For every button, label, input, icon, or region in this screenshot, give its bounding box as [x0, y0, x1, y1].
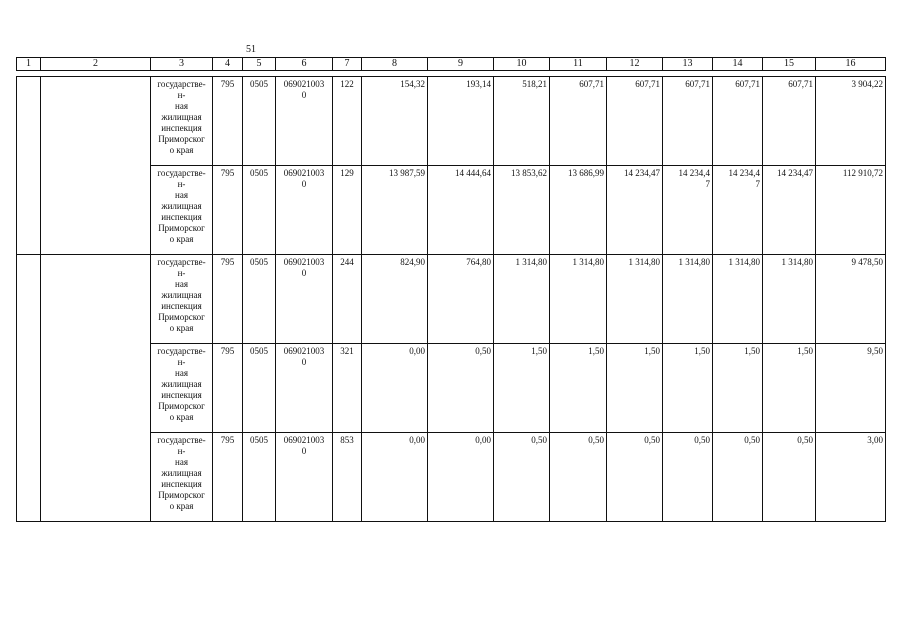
value-cell: 1 314,80: [550, 255, 607, 344]
expense-type-cell: 129: [333, 166, 362, 255]
value-cell: 1,50: [663, 344, 713, 433]
group-cell-col1: [17, 77, 41, 255]
column-header-15: 15: [763, 58, 816, 71]
value-cell: 0,50: [428, 344, 494, 433]
value-cell: 0,00: [362, 344, 428, 433]
value-cell: 0,50: [763, 433, 816, 522]
target-article-cell: 069021003 0: [276, 344, 333, 433]
value-cell: 607,71: [763, 77, 816, 166]
value-cell: 0,00: [362, 433, 428, 522]
value-cell: 13 853,62: [494, 166, 550, 255]
value-cell: 0,50: [663, 433, 713, 522]
group-cell-col2: [41, 77, 151, 255]
column-header-7: 7: [333, 58, 362, 71]
value-cell: 1,50: [763, 344, 816, 433]
group-cell-col2: [41, 255, 151, 522]
column-header-6: 6: [276, 58, 333, 71]
column-header-4: 4: [213, 58, 243, 71]
value-cell: 0,50: [494, 433, 550, 522]
column-header-10: 10: [494, 58, 550, 71]
page-number: 51: [246, 44, 256, 55]
code-cell: 795: [213, 77, 243, 166]
column-header-16: 16: [816, 58, 886, 71]
column-header-1: 1: [17, 58, 41, 71]
value-cell: 1 314,80: [663, 255, 713, 344]
value-cell: 1 314,80: [607, 255, 663, 344]
value-cell: 0,50: [550, 433, 607, 522]
target-article-cell: 069021003 0: [276, 433, 333, 522]
value-cell: 607,71: [713, 77, 763, 166]
value-cell: 607,71: [550, 77, 607, 166]
target-article-cell: 069021003 0: [276, 166, 333, 255]
value-cell: 1 314,80: [494, 255, 550, 344]
value-cell: 1,50: [494, 344, 550, 433]
column-header-12: 12: [607, 58, 663, 71]
column-header-14: 14: [713, 58, 763, 71]
expense-type-cell: 321: [333, 344, 362, 433]
column-header-2: 2: [41, 58, 151, 71]
value-cell: 14 234,4 7: [713, 166, 763, 255]
value-cell: 1,50: [607, 344, 663, 433]
total-cell: 112 910,72: [816, 166, 886, 255]
total-cell: 9,50: [816, 344, 886, 433]
column-header-8: 8: [362, 58, 428, 71]
column-header-5: 5: [243, 58, 276, 71]
target-article-cell: 069021003 0: [276, 77, 333, 166]
table-row: [17, 77, 886, 166]
org-name-cell: государстве- н- ная жилищная инспекция Приморског о края: [151, 77, 213, 166]
value-cell: 1,50: [550, 344, 607, 433]
total-cell: 3,00: [816, 433, 886, 522]
group-cell-col1: [17, 255, 41, 522]
expense-type-cell: 853: [333, 433, 362, 522]
target-article-cell: 069021003 0: [276, 255, 333, 344]
section-cell: 0505: [243, 77, 276, 166]
value-cell: 14 234,47: [607, 166, 663, 255]
value-cell: 14 234,47: [763, 166, 816, 255]
value-cell: 0,50: [607, 433, 663, 522]
expense-type-cell: 244: [333, 255, 362, 344]
code-cell: 795: [213, 166, 243, 255]
value-cell: 0,50: [713, 433, 763, 522]
value-cell: 13 987,59: [362, 166, 428, 255]
org-name-cell: государстве- н- ная жилищная инспекция Приморског о края: [151, 255, 213, 344]
value-cell: 13 686,99: [550, 166, 607, 255]
column-header-9: 9: [428, 58, 494, 71]
value-cell: 764,80: [428, 255, 494, 344]
value-cell: 607,71: [663, 77, 713, 166]
value-cell: 0,00: [428, 433, 494, 522]
value-cell: 518,21: [494, 77, 550, 166]
value-cell: 1 314,80: [713, 255, 763, 344]
column-number-header: [16, 57, 886, 71]
value-cell: 154,32: [362, 77, 428, 166]
section-cell: 0505: [243, 166, 276, 255]
org-name-cell: государстве- н- ная жилищная инспекция Приморског о края: [151, 166, 213, 255]
table-row: [17, 255, 886, 344]
code-cell: 795: [213, 433, 243, 522]
column-header-3: 3: [151, 58, 213, 71]
value-cell: 193,14: [428, 77, 494, 166]
value-cell: 14 234,4 7: [663, 166, 713, 255]
total-cell: 3 904,22: [816, 77, 886, 166]
value-cell: 1,50: [713, 344, 763, 433]
section-cell: 0505: [243, 255, 276, 344]
section-cell: 0505: [243, 344, 276, 433]
value-cell: 14 444,64: [428, 166, 494, 255]
value-cell: 1 314,80: [763, 255, 816, 344]
section-cell: 0505: [243, 433, 276, 522]
value-cell: 824,90: [362, 255, 428, 344]
budget-table: [16, 76, 886, 522]
org-name-cell: государстве- н- ная жилищная инспекция Приморског о края: [151, 344, 213, 433]
org-name-cell: государстве- н- ная жилищная инспекция Приморског о края: [151, 433, 213, 522]
code-cell: 795: [213, 344, 243, 433]
column-header-13: 13: [663, 58, 713, 71]
column-header-11: 11: [550, 58, 607, 71]
total-cell: 9 478,50: [816, 255, 886, 344]
code-cell: 795: [213, 255, 243, 344]
value-cell: 607,71: [607, 77, 663, 166]
expense-type-cell: 122: [333, 77, 362, 166]
